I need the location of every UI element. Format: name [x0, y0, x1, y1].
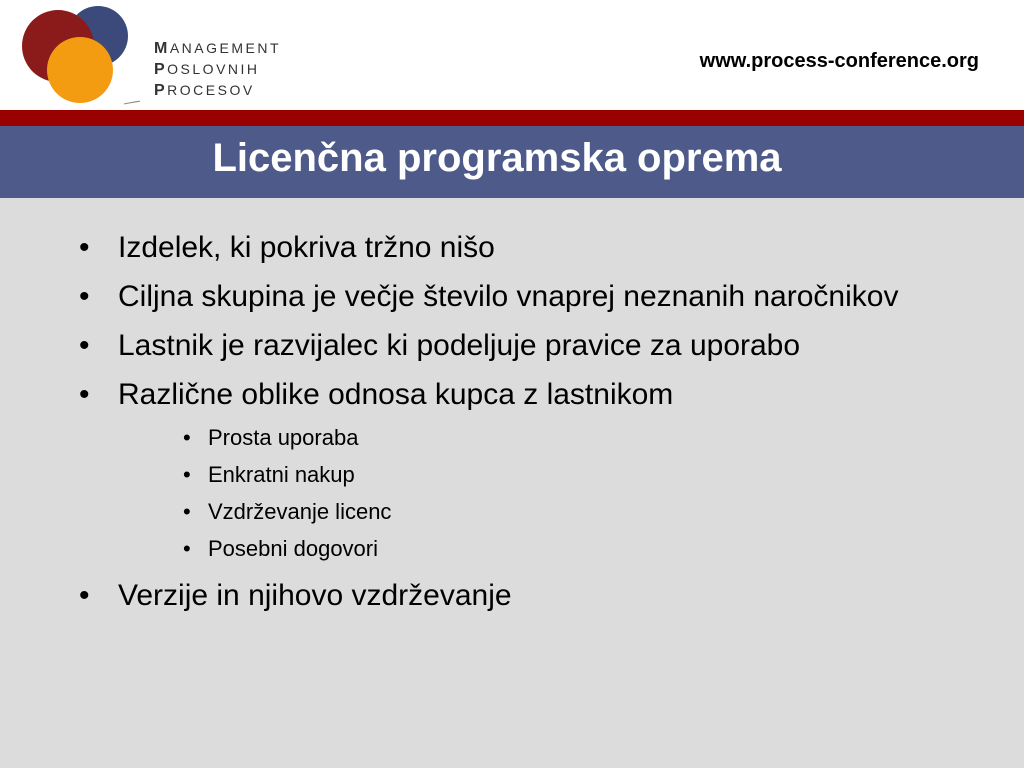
- title-bar: [0, 126, 1024, 198]
- sub-bullet-item: • Prosta uporaba: [183, 419, 975, 456]
- bullet-item: • Različne oblike odnosa kupca z lastnikom • Prosta uporaba • Enkratni nakup • Vzdrževanje licenc • Posebni dogovori: [75, 375, 975, 567]
- sub-bullet-item: • Vzdrževanje licenc: [183, 493, 975, 530]
- bullet-list: [75, 228, 975, 625]
- bullet-item: • Izdelek, ki pokriva tržno nišo: [75, 228, 975, 268]
- bullet-item: • Verzije in njihovo vzdrževanje: [75, 576, 975, 616]
- sub-bullet-list: [118, 419, 975, 567]
- bullet-item: • Lastnik je razvijalec ki podeljuje pravice za uporabo: [75, 326, 975, 366]
- header: [0, 0, 1024, 110]
- red-divider-bar: [0, 110, 1024, 126]
- logo-circles-icon: [20, 4, 140, 106]
- logo-text: MANAGEMENT POSLOVNIH PROCESOV: [154, 40, 282, 99]
- slide-title: Licenčna programska oprema: [212, 136, 782, 180]
- sub-bullet-item: • Posebni dogovori: [183, 530, 975, 567]
- sub-bullet-item: • Enkratni nakup: [183, 456, 975, 493]
- slide-content: [0, 198, 1024, 768]
- website-url[interactable]: www.process-conference.org: [699, 50, 979, 72]
- logo: [20, 4, 282, 106]
- bullet-item: • Ciljna skupina je večje število vnaprej neznanih naročnikov: [75, 277, 975, 317]
